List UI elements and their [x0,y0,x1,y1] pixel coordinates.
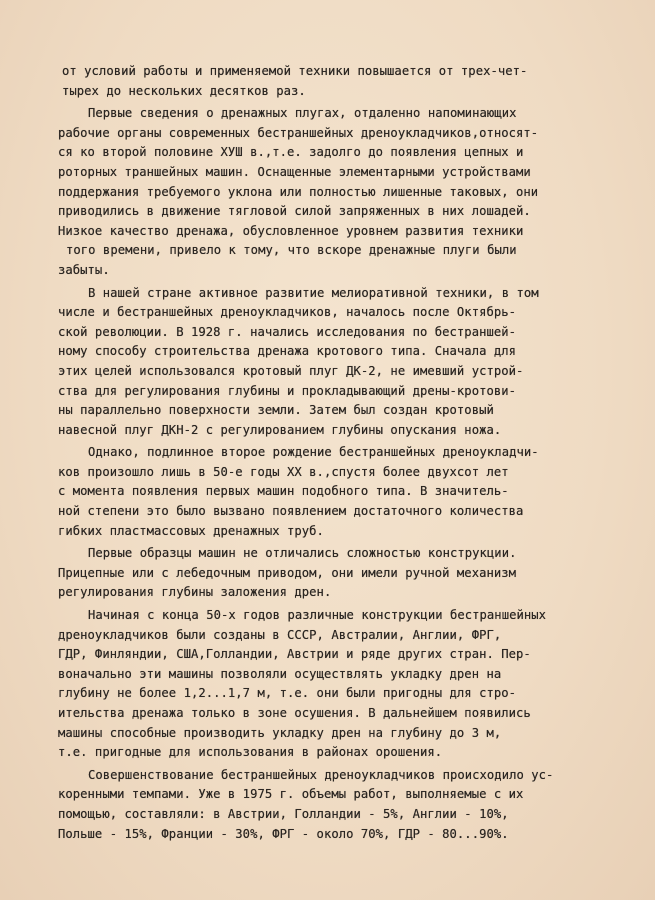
text-line: Прицепные или с лебедочным приводом, они имели ручной механизм [58,565,517,580]
text-line: от условий работы и применяемой техники повышается от трех-чет- [62,64,528,78]
document-body [58,62,623,844]
text-line: Низкое качество дренажа, обусловленное уровнем развития техники [58,223,524,238]
text-line: ской революции. В 1928 г. начались исследования по бестраншей- [58,324,517,339]
paragraph [58,443,623,541]
text-line: навесной плуг ДКН-2 с регулированием глубины опускания ножа. [58,422,502,437]
text-line: Совершенствование бестраншейных дреноукладчиков происходило ус- [88,767,554,782]
text-line: гибких пластмассовых дренажных труб. [58,523,324,538]
paragraph [58,104,623,280]
text-line: приводились в движение тягловой силой запряженных в них лошадей. [58,204,531,219]
text-line: Польше - 15%, Франции - 30%, ФРГ - около 70%, ГДР - 80...90%. [58,826,509,841]
paragraph [58,606,623,763]
text-line: этих целей использовался кротовый плуг ДК-2, не имевший устрой- [58,363,524,378]
text-line: машины способные производить укладку дрен на глубину до 3 м, [58,725,502,740]
paragraph [58,544,623,603]
text-line: ному способу строительства дренажа кротового типа. Сначала для [58,344,517,359]
text-line: В нашей стране активное развитие мелиоративной техники, в том [88,285,539,300]
text-line: ков произошло лишь в 50-е годы XX в.,спустя более двухсот лет [58,464,509,479]
text-line: числе и бестраншейных дреноукладчиков, началось после Октябрь- [58,305,517,320]
text-line: с момента появления первых машин подобного типа. В значитель- [58,484,509,499]
text-line: ся ко второй половине ХУШ в.,т.е. задолго до появления цепных и [58,145,524,160]
text-line: Однако, подлинное второе рождение бестраншейных дреноукладчи- [88,445,539,460]
text-line: Начиная с конца 50-х годов различные конструкции бестраншейных [88,608,547,623]
text-line: ства для регулирования глубины и прокладывающий дрены-кротови- [58,383,517,398]
text-line: роторных траншейных машин. Оснащенные элементарными устройствами [58,164,531,179]
text-line: ной степени это было вызвано появлением достаточного количества [58,504,524,519]
paragraph [58,766,623,844]
text-line: воначально эти машины позволяли осуществлять укладку дрен на [58,666,502,681]
text-line: т.е. пригодные для использования в районах орошения. [58,745,443,760]
text-line: помощью, составляли: в Австрии, Голландии - 5%, Англии - 10%, [58,806,509,821]
text-line: рабочие органы современных бестраншейных дреноукладчиков,относят- [58,125,539,140]
text-line: дреноукладчиков были созданы в СССР, Австралии, Англии, ФРГ, [58,627,502,642]
text-line: забыты. [58,262,110,277]
text-line: поддержания требуемого уклона или полностью лишенные таковых, они [58,184,539,199]
text-line: коренными темпами. Уже в 1975 г. объемы работ, выполняемые с их [58,787,524,802]
paragraph [58,284,623,441]
text-line: ГДР, Финляндии, США,Голландии, Австрии и ряде других стран. Пер- [58,647,531,662]
paragraph [58,62,623,101]
text-line: регулирования глубины заложения дрен. [58,585,332,600]
text-line: тырех до нескольких десятков раз. [62,83,306,98]
text-line: того времени, привело к тому, что вскоре дренажные плуги были [66,243,517,258]
text-line: ительства дренажа только в зоне осушения. В дальнейшем появились [58,706,531,720]
text-line: ны параллельно поверхности земли. Затем был создан кротовый [58,403,494,418]
text-line: глубину не более 1,2...1,7 м, т.е. они были пригодны для стро- [58,686,517,701]
text-line: Первые сведения о дренажных плугах, отдаленно напоминающих [88,106,517,121]
text-line: Первые образцы машин не отличались сложностью конструкции. [88,546,517,561]
